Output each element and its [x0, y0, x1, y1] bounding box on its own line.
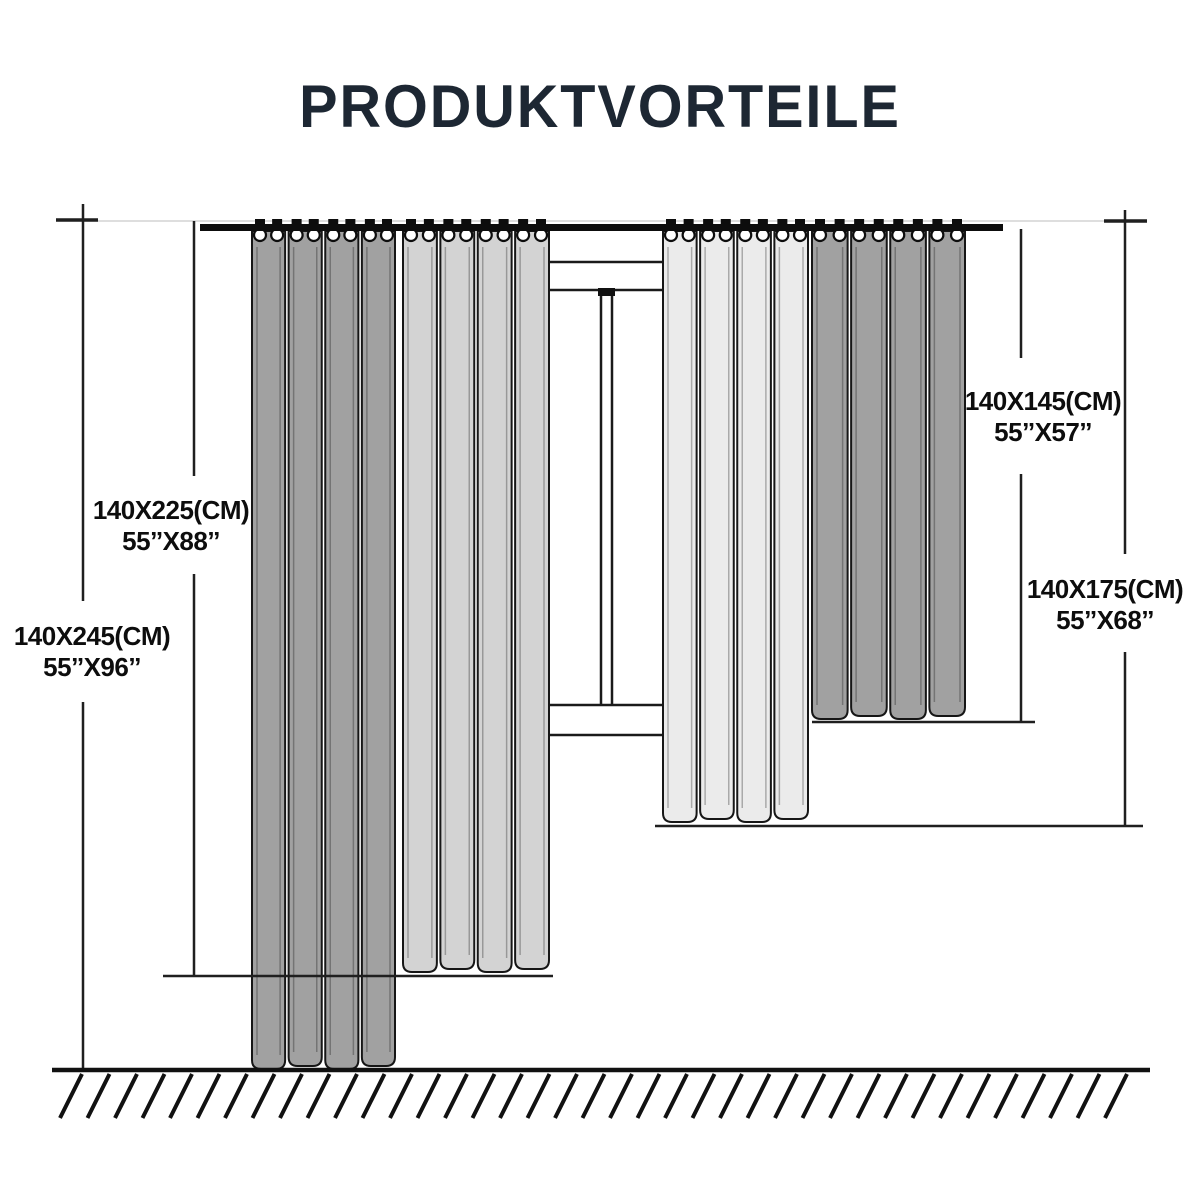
dimension-label-140x225	[93, 495, 249, 557]
dimension-label-cm: 140X145(CM)	[964, 386, 1122, 416]
window-mullion-cap	[598, 288, 615, 296]
curtain-rod	[200, 224, 1003, 231]
dimension-label-140x145	[965, 386, 1121, 448]
dimension-label-cm: 140X175(CM)	[1026, 574, 1184, 604]
floor-hatching	[60, 1074, 1127, 1118]
dimension-label-cm: 140X245(CM)	[13, 621, 171, 651]
dimension-label-inch: 55’’X57’’	[994, 417, 1092, 447]
window-frame	[546, 231, 664, 737]
dimension-label-cm: 140X225(CM)	[92, 495, 250, 525]
page-title: PRODUKTVORTEILE	[299, 73, 901, 140]
dimension-label-140x245	[14, 621, 170, 683]
dimension-label-140x175	[1027, 574, 1183, 636]
dimension-label-inch: 55’’X96’’	[43, 652, 141, 682]
dimension-label-inch: 55’’X88’’	[122, 526, 220, 556]
dimension-label-inch: 55’’X68’’	[1056, 605, 1154, 635]
curtain-panels	[252, 229, 965, 1069]
